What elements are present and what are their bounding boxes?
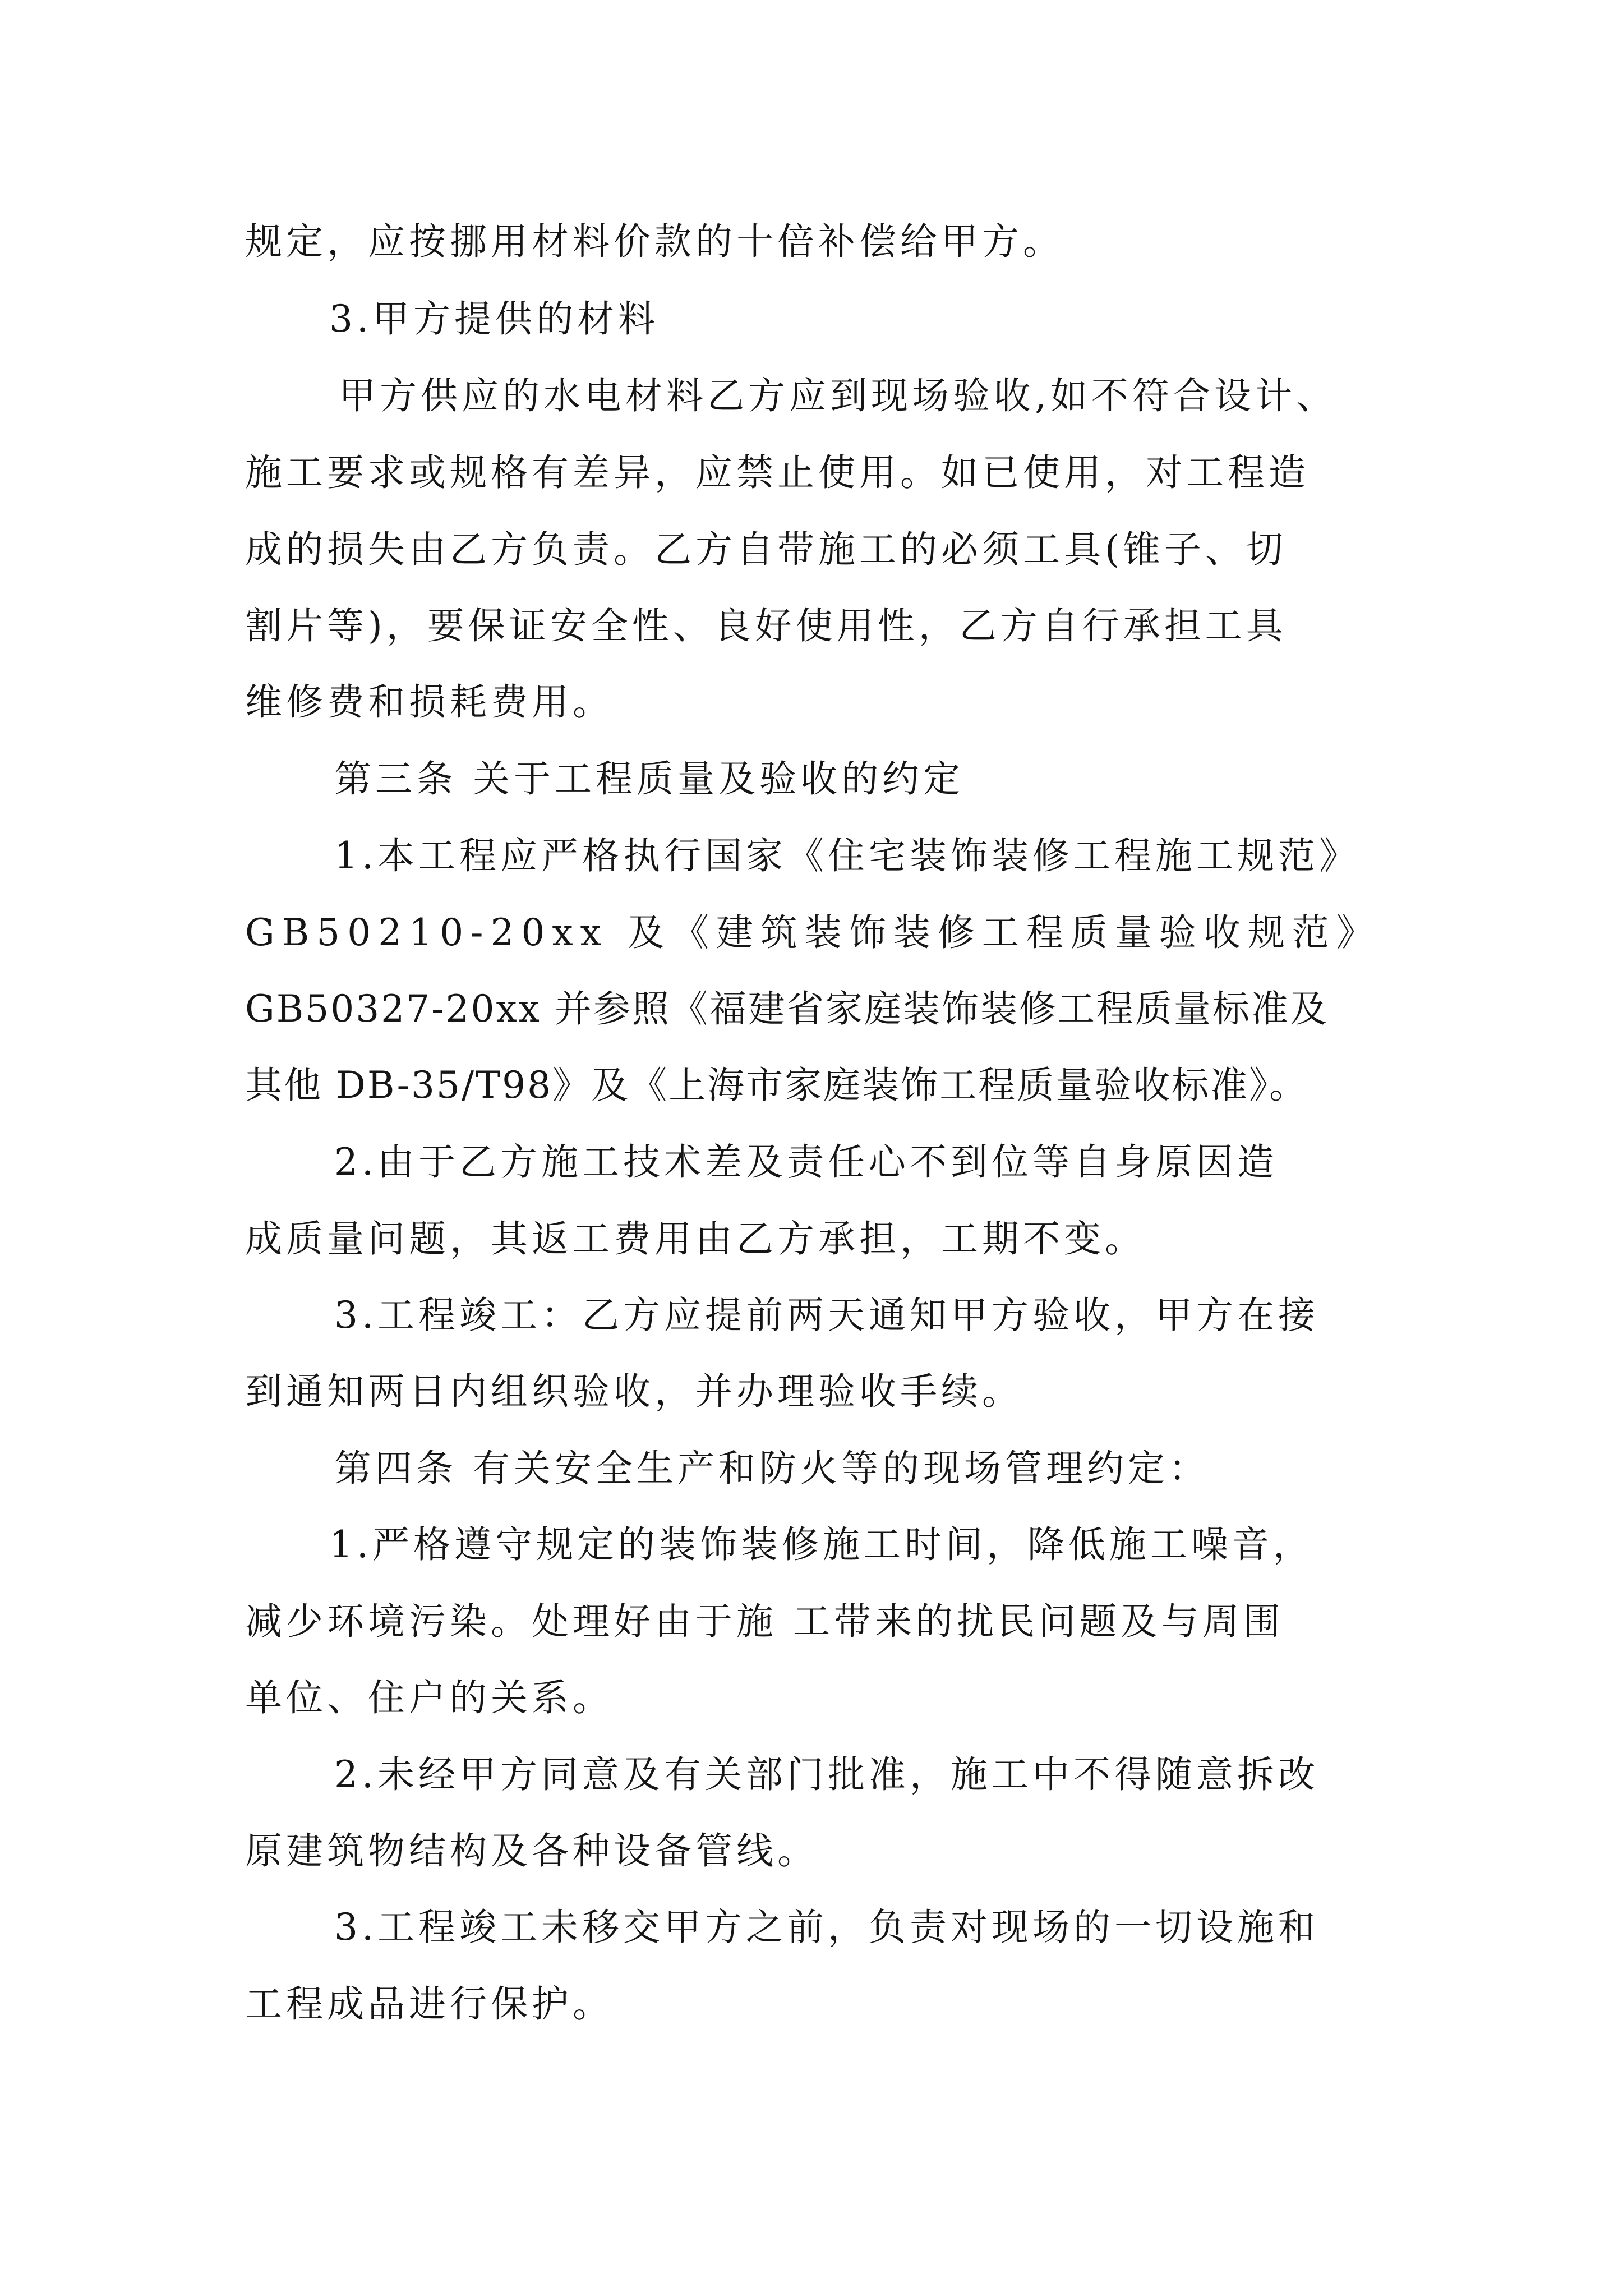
text-line: 1.严格遵守规定的装饰装修施工时间，降低施工噪音， xyxy=(329,1523,1314,1566)
text-line: 成质量问题，其返工费用由乙方承担，工期不变。 xyxy=(245,1217,1146,1260)
text-line: 2.未经甲方同意及有关部门批准，施工中不得随意拆改 xyxy=(334,1753,1319,1796)
text-line: 减少环境污染。处理好由于施 工带来的扰民问题及与周围 xyxy=(245,1600,1284,1643)
text-line: 工程成品进行保护。 xyxy=(245,1982,614,2026)
text-line: 3.工程竣工：乙方应提前两天通知甲方验收，甲方在接 xyxy=(334,1294,1319,1337)
text-line: GB50210-20xx 及《建筑装饰装修工程质量验收规范》 xyxy=(245,911,1381,954)
text-line: 规定，应按挪用材料价款的十倍补偿给甲方。 xyxy=(245,220,1064,263)
text-line: 原建筑物结构及各种设备管线。 xyxy=(245,1829,818,1872)
text-line: 维修费和损耗费用。 xyxy=(245,680,614,724)
text-line: 单位、住户的关系。 xyxy=(245,1676,614,1719)
text-line: 其他 DB-35/T98》及《上海市家庭装饰工程质量验收标准》。 xyxy=(245,1064,1308,1107)
text-line: 3.甲方提供的材料 xyxy=(329,297,659,341)
text-line: 甲方供应的水电材料乙方应到现场验收,如不符合设计、 xyxy=(339,374,1337,417)
text-line: GB50327-20xx 并参照《福建省家庭装饰装修工程质量标准及 xyxy=(245,987,1329,1030)
text-line: 1.本工程应严格执行国家《住宅装饰装修工程施工规范》 xyxy=(334,834,1360,877)
text-line: 施工要求或规格有差异，应禁止使用。如已使用，对工程造 xyxy=(245,451,1310,494)
text-line: 2.由于乙方施工技术差及责任心不到位等自身原因造 xyxy=(334,1140,1278,1184)
text-line: 成的损失由乙方负责。乙方自带施工的必须工具(锥子、切 xyxy=(245,528,1287,571)
section-heading: 第四条 有关安全生产和防火等的现场管理约定： xyxy=(334,1447,1210,1490)
text-line: 3.工程竣工未移交甲方之前，负责对现场的一切设施和 xyxy=(334,1906,1319,1949)
text-line: 到通知两日内组织验收，并办理验收手续。 xyxy=(245,1370,1023,1413)
section-heading: 第三条 关于工程质量及验收的约定 xyxy=(334,757,964,800)
text-line: 割片等)，要保证安全性、良好使用性，乙方自行承担工具 xyxy=(245,604,1287,647)
